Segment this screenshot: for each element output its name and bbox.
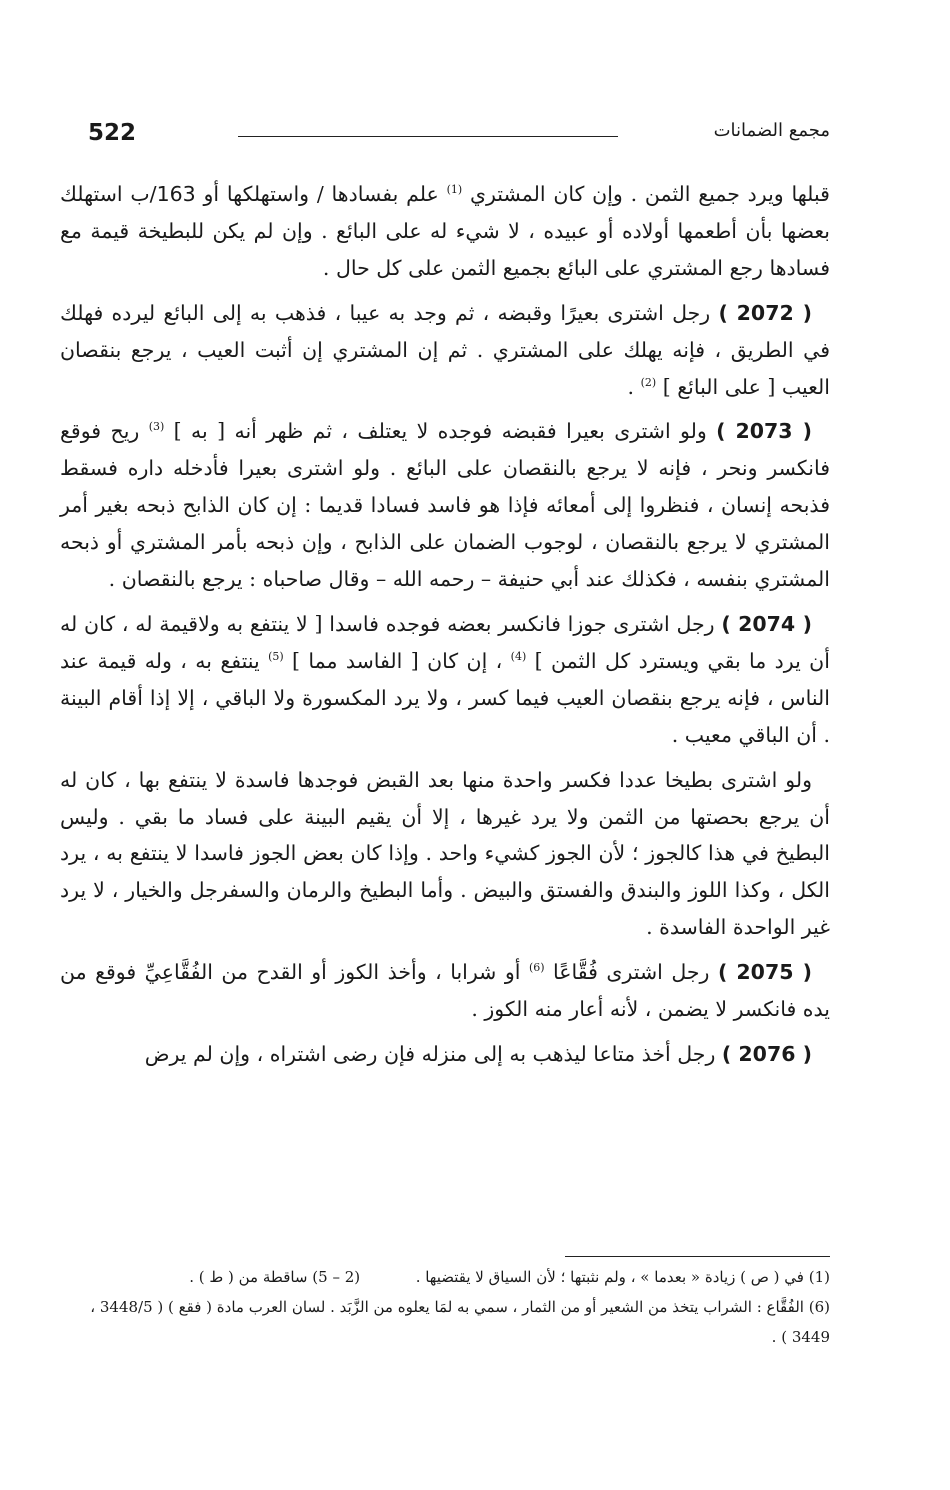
text-span: قبلها ويرد جميع الثمن . وإن كان المشتري: [469, 182, 830, 206]
footnote-ref: (4): [510, 650, 527, 664]
text-span: أو شرابا ، وأخذ الكوز أو القدح من الفُقَّاعِيِّ فوقع من يده فانكسر لا يضمن ، لأنه أعار منه الكوز .: [60, 960, 830, 1022]
footnote-text: (1) في ( ص ) زيادة « بعدما » ، ولم نثبتها ؛ لأن السياق لا يقتضيها .: [415, 1268, 830, 1286]
paragraph-2072: [60, 295, 830, 406]
paragraph-watermelon: [60, 762, 830, 947]
footnote-text: (6) الفُقَّاع : الشراب يتخذ من الشعير أو من الثمار ، سمي به لمَا يعلوه من الزَّبَد . لسان العرب مادة ( فقع ) ( 3448/5 ، 3449 ) .: [90, 1298, 830, 1346]
text-span: رجل أخذ متاعا ليذهب به إلى منزله فإن رضى اشتراه ، وإن لم يرض: [144, 1041, 716, 1066]
entry-number: ( 2076 ): [721, 1041, 812, 1066]
text-span: رجل اشترى فُقَّاعًا: [553, 960, 710, 985]
entry-number: ( 2072 ): [718, 300, 812, 325]
footnote-ref: (5): [268, 650, 284, 664]
paragraph-2074: [60, 606, 830, 754]
paragraph-2073: [60, 413, 830, 598]
footnote-ref: (3): [148, 420, 165, 434]
text-span: استهلك بعضها بأن أطعمها أولاده أو عبيده ، لا شيء له على البائع . وإن لم يكن للبطيخة قيمة مع فسادها رجع المشتري على البائع بجميع الثمن على كل حال .: [60, 182, 830, 280]
text-span: رجل اشترى بعيرًا وقبضه ، ثم وجد به عيبا ، فذهب به إلى البائع ليرده فهلك في الطريق ، فإنه يهلك على المشتري . ثم إن المشتري إن أثبت العيب ، يرجع بنقصان العيب [ على البائع ]: [60, 300, 830, 399]
paragraph-continuation: [60, 176, 830, 287]
footnote-line: [88, 1292, 830, 1352]
entry-number: ( 2073 ): [716, 419, 812, 444]
book-title: مجمع الضمانات: [713, 120, 830, 141]
footnotes: [88, 1262, 830, 1352]
main-text: [60, 176, 830, 1081]
paragraph-2075: [60, 954, 830, 1028]
footnote-line: [88, 1262, 830, 1292]
page-number: 522: [88, 120, 137, 146]
text-span: رجل اشترى جوزا فانكسر بعضه فوجده فاسدا [ لا ينتفع به ولاقيمة له ، كان له أن يرد ما بقي ويسترد كل الثمن ]: [60, 611, 830, 673]
paragraph-2076: [60, 1036, 830, 1073]
footnote-text: (2 – 5) ساقطة من ( ط ) .: [189, 1268, 361, 1286]
footnote-separator: [565, 1256, 830, 1257]
footnote-ref: (6): [528, 961, 545, 975]
text-span: ولو اشترى بطيخا عددا فكسر واحدة منها بعد القبض فوجدها فاسدة لا ينتفع بها ، كان له أن يرجع بحصتها من الثمن ولا يرد غيرها ، إلا أن يقيم البينة على فساد ما بقي . وليس البطيخ في هذا كالجوز ؛ لأن الجوز كشيء واحد . وإذا كان بعض الجوز فاسدا لا ينتفع به ، يرد الكل ، وكذا اللوز والبندق والفستق والبيض . وأما البطيخ والرمان والسفرجل والخيار ، لا يرد غير الواحدة الفاسدة .: [60, 767, 830, 940]
text-span: ينتفع به ، وله قيمة عند الناس ، فإنه يرجع بنقصان العيب فيما كسر ، ولا يرد المكسورة ولا الباقي ، إلا إذا أقام البينة . أن الباقي معيب .: [60, 648, 830, 747]
text-span: علم بفسادها / واستهلكها أو: [203, 182, 439, 206]
header-rule: [238, 136, 618, 137]
text-span: ، إن كان [ الفاسد مما ]: [292, 648, 503, 673]
text-span: ولو اشترى بعيرا فقبضه فوجده لا يعتلف ، ثم ظهر أنه [ به ]: [173, 419, 707, 444]
footnote-ref: (1): [446, 183, 463, 197]
manuscript-folio-marker: 163/ب: [130, 182, 196, 206]
footnote-ref: (2): [640, 375, 657, 389]
entry-number: ( 2075 ): [717, 960, 812, 985]
running-header: [88, 120, 830, 156]
entry-number: ( 2074 ): [721, 611, 812, 636]
text-span: .: [627, 374, 635, 399]
text-span: ريح فوقع فانكسر ونحر ، فإنه لا يرجع بالنقصان على البائع . ولو اشترى بعيرا فأدخله داره فسقط فذبحه إنسان ، فنظروا إلى أمعائه فإذا هو فاسد فسادا قديما : إن كان الذابح ذبحه بغير أمر المشتري لا يرجع بالنقصان ، لوجوب الضمان على الذابح ، وإن ذبحه بأمر المشتري أو ذبحه المشتري بنفسه ، فكذلك عند أبي حنيفة – رحمه الله – وقال صاحباه : يرجع بالنقصان .: [60, 419, 830, 592]
